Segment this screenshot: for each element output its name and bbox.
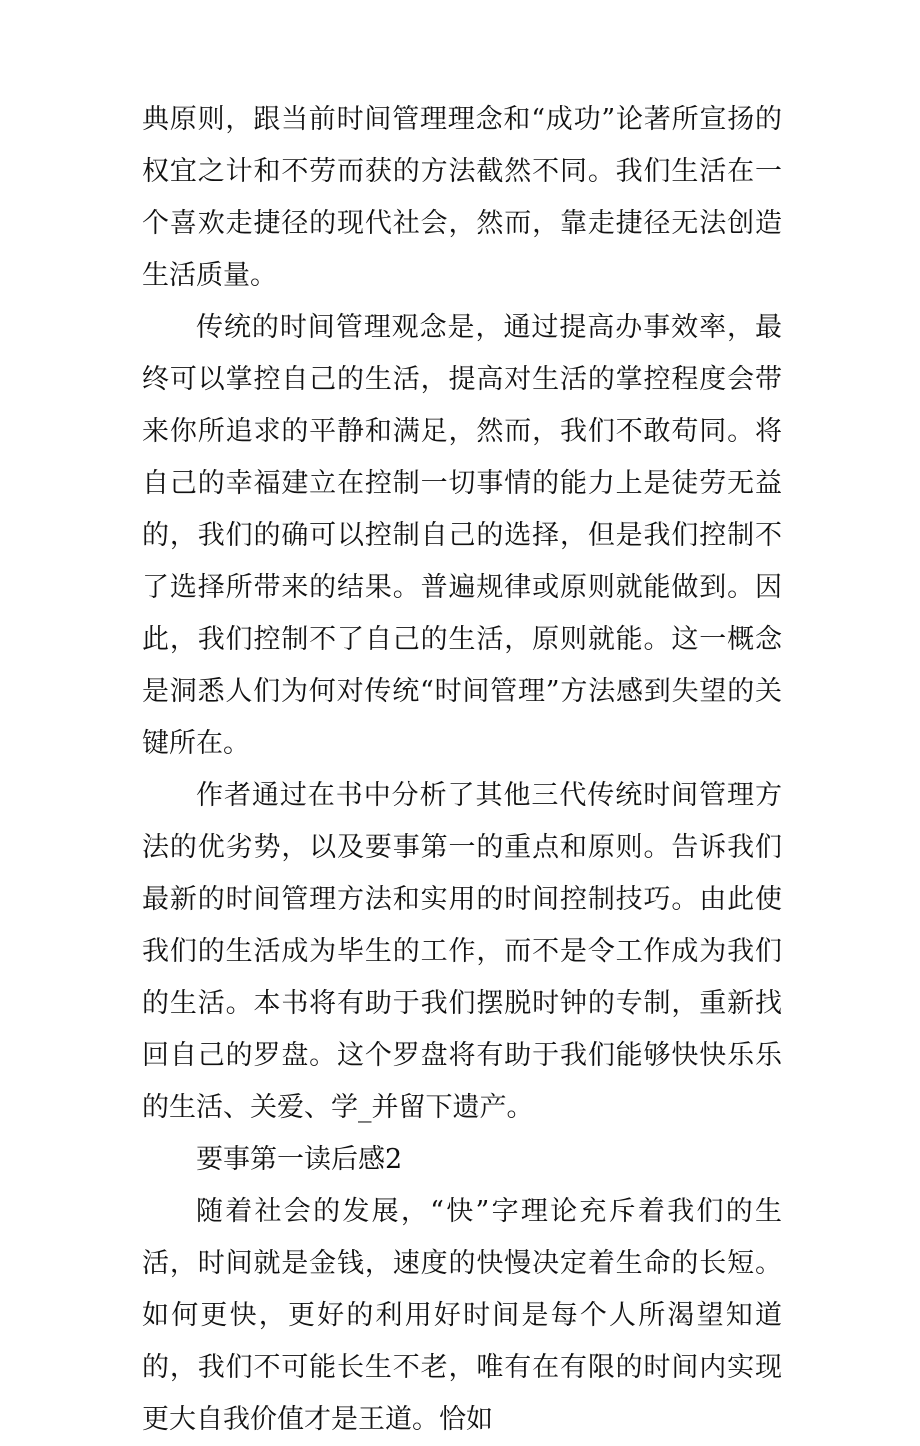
section-heading: 要事第一读后感2 xyxy=(196,1144,403,1175)
paragraph-1: 典原则，跟当前时间管理理念和“成功”论著所宣扬的权宜之计和不劳而获的方法截然不同。我们生活在一个喜欢走捷径的现代社会，然而，靠走捷径无法创造生活质量。 xyxy=(142,104,782,291)
paragraph-4: 随着社会的发展，“快”字理论充斥着我们的生活，时间就是金钱，速度的快慢决定着生命的长短。如何更快，更好的利用好时间是每个人所渴望知道的，我们不可能长生不老，唯有在有限的时间内实现更大自我价值才是王道。恰如 xyxy=(142,1196,782,1435)
paragraph-3: 作者通过在书中分析了其他三代传统时间管理方法的优劣势，以及要事第一的重点和原则。告诉我们最新的时间管理方法和实用的时间控制技巧。由此使我们的生活成为毕生的工作，而不是令工作成为我们的生活。本书将有助于我们摆脱时钟的专制，重新找回自己的罗盘。这个罗盘将有助于我们能够快快乐乐的生活、关爱、学_并留下遗产。 xyxy=(142,780,782,1123)
document-body xyxy=(142,94,782,1446)
paragraph-2: 传统的时间管理观念是，通过提高办事效率，最终可以掌控自己的生活，提高对生活的掌控程度会带来你所追求的平静和满足，然而，我们不敢苟同。将自己的幸福建立在控制一切事情的能力上是徒劳无益的，我们的确可以控制自己的选择，但是我们控制不了选择所带来的结果。普遍规律或原则就能做到。因此，我们控制不了自己的生活，原则就能。这一概念是洞悉人们为何对传统“时间管理”方法感到失望的关键所在。 xyxy=(142,312,782,759)
